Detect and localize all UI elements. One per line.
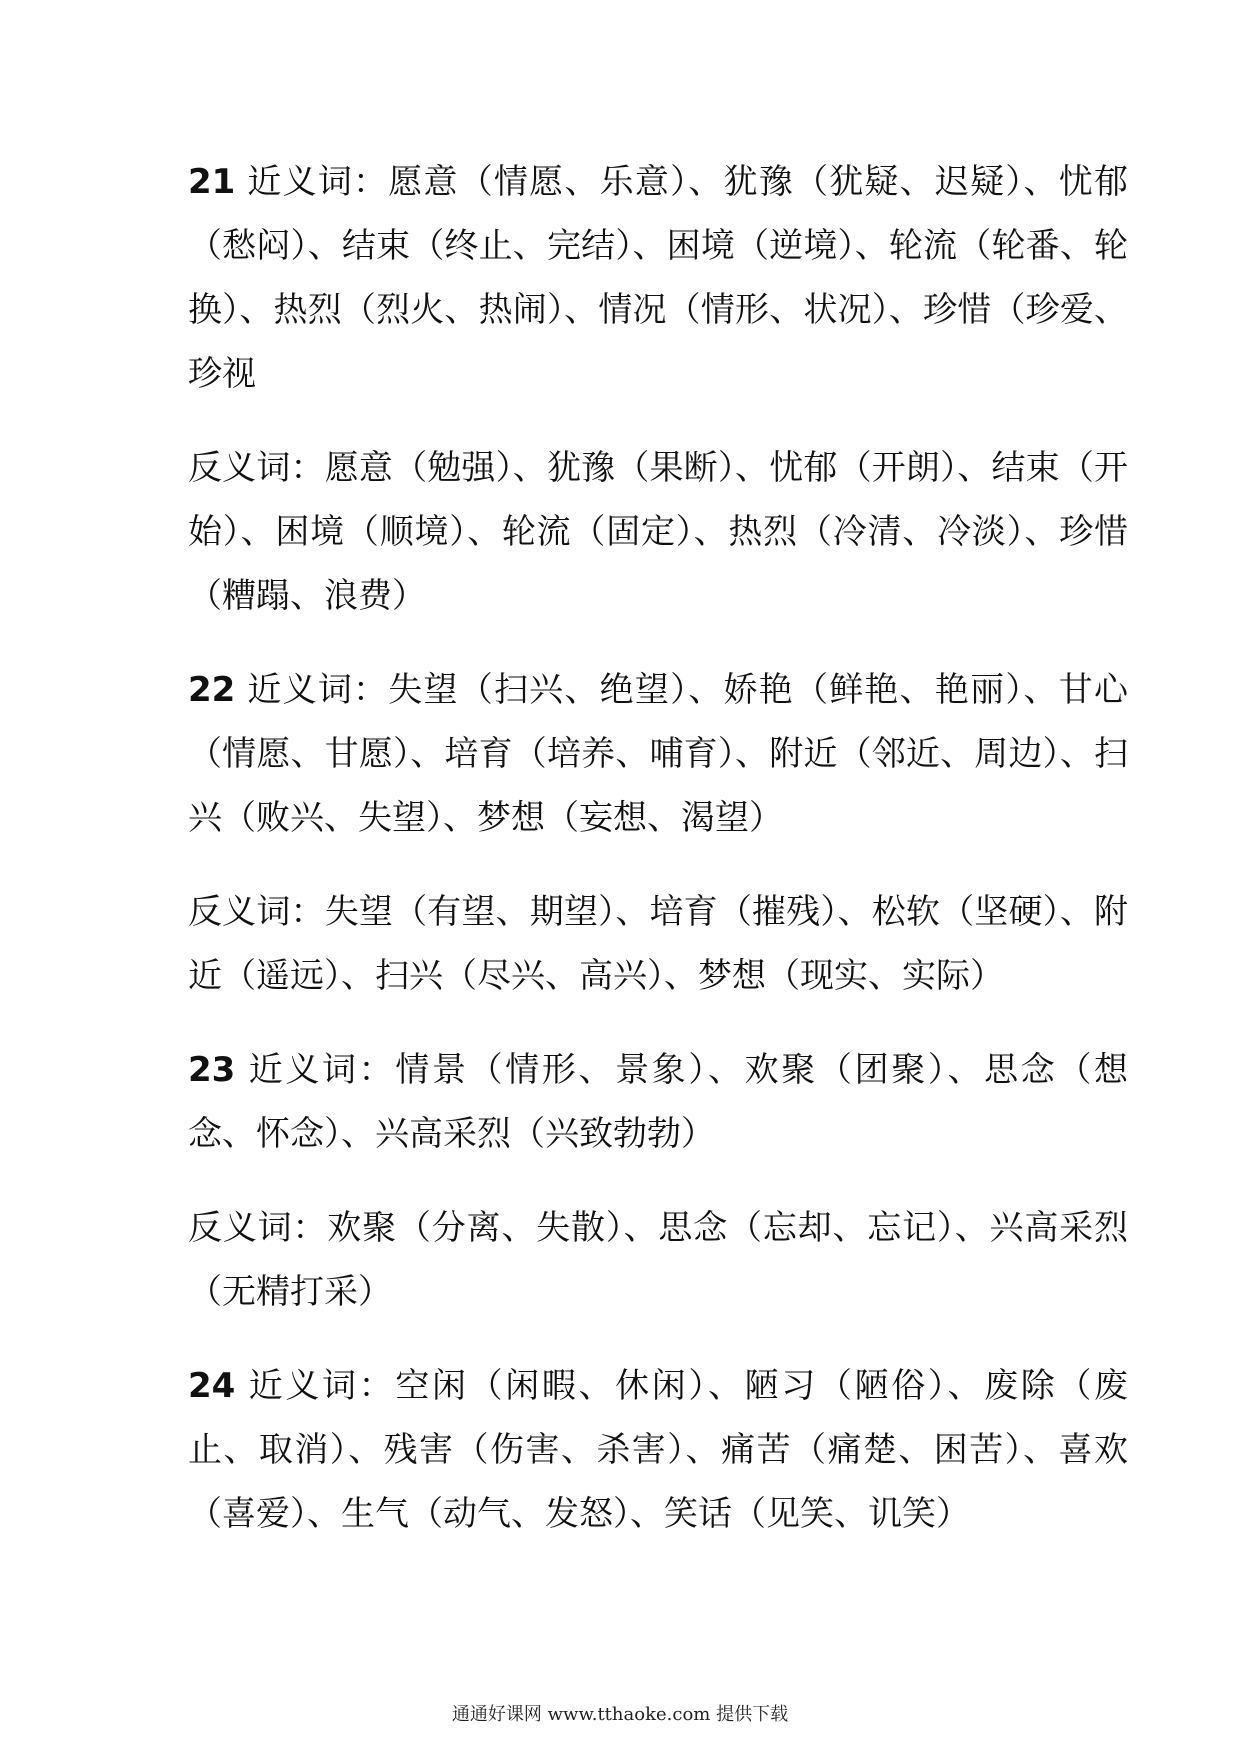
document-content (188, 150, 1128, 1576)
synonym-text: 近义词：情景（情形、景象）、欢聚（团聚）、思念（想念、怀念）、兴高采烈（兴致勃勃） (188, 1050, 1129, 1154)
entry-22-synonyms (188, 658, 1128, 850)
entry-number: 21 (188, 162, 236, 202)
entry-24-synonyms (188, 1354, 1128, 1546)
synonym-text: 近义词：空闲（闲暇、休闲）、陋习（陋俗）、废除（废止、取消）、残害（伤害、杀害）、痛苦（痛楚、困苦）、喜欢（喜爱）、生气（动气、发怒）、笑话（见笑、讥笑） (188, 1366, 1129, 1534)
antonym-text: 反义词：欢聚（分离、失散）、思念（忘却、忘记）、兴高采烈（无精打采） (188, 1208, 1128, 1312)
synonym-text: 近义词：愿意（情愿、乐意）、犹豫（犹疑、迟疑）、忧郁（愁闷）、结束（终止、完结）、困境（逆境）、轮流（轮番、轮换）、热烈（烈火、热闹）、情况（情形、状况）、珍惜（珍爱、珍视 (188, 162, 1129, 394)
entry-23-synonyms (188, 1038, 1128, 1166)
entry-21-antonyms (188, 436, 1128, 628)
antonym-text: 反义词：失望（有望、期望）、培育（摧残）、松软（坚硬）、附近（遥远）、扫兴（尽兴、高兴）、梦想（现实、实际） (188, 892, 1128, 996)
page-footer: 通通好课网 www.tthaoke.com 提供下载 (451, 1704, 789, 1725)
entry-number: 22 (188, 670, 236, 710)
entry-number: 23 (188, 1050, 236, 1090)
entry-number: 24 (188, 1366, 236, 1406)
entry-22-antonyms (188, 880, 1128, 1008)
synonym-text: 近义词：失望（扫兴、绝望）、娇艳（鲜艳、艳丽）、甘心（情愿、甘愿）、培育（培养、哺育）、附近（邻近、周边）、扫兴（败兴、失望）、梦想（妄想、渴望） (188, 670, 1129, 838)
entry-23-antonyms (188, 1196, 1128, 1324)
entry-21-synonyms (188, 150, 1128, 406)
antonym-text: 反义词：愿意（勉强）、犹豫（果断）、忧郁（开朗）、结束（开始）、困境（顺境）、轮流（固定）、热烈（冷清、冷淡）、珍惜（糟蹋、浪费） (188, 448, 1128, 616)
